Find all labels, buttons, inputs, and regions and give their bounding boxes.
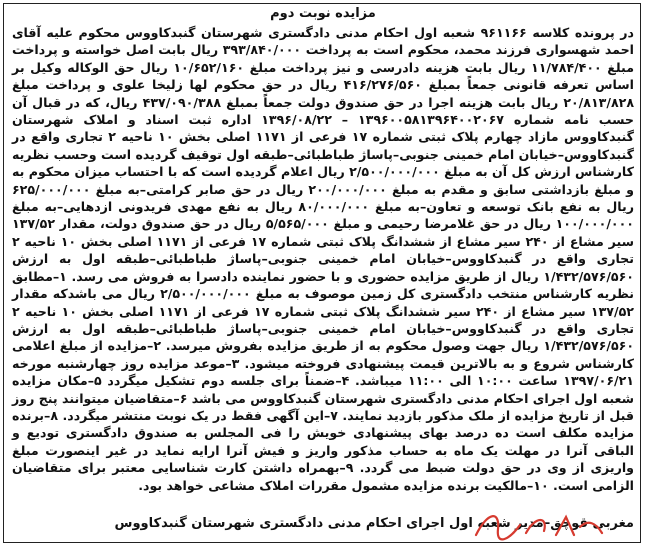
notice-signature: مغربی قوچق–مدیر شعبه اول اجرای احکام مدنی دادگستری شهرستان گنبدکاووس	[114, 516, 634, 531]
notice-title: مزایده نوبت دوم	[270, 6, 376, 21]
handwritten-scribble-icon	[470, 505, 610, 545]
notice-body: در پرونده کلاسه ۹۶۱۱۶۶ شعبه اول احکام مدنی دادگستری شهرستان گنبدکاووس محکوم علیه آقای احمد شهسواری فرزند محمد، محکوم است به پرداخت ۳۹۳/۸۴۰/۰۰۰ ریال بابت اصل خواسته و پرداخت مبلغ ۱۱/۷۸۴/۴۰۰ ریال بابت هزینه دادرسی و نیز پرداخت مبلغ ۱۰/۶۵۲/۱۶۰ ریال حق الوکاله وکیل بر اساس تعرفه قانونی جمعاً بمبلغ ۴۱۶/۲۷۶/۵۶۰ ریال در حق محکوم لها زلیخا علوی و پرداخت مبلغ ۲۰/۸۱۳/۸۲۸ ریال بابت هزینه اجرا در حق صندوق دولت جمعاً بمبلغ ۴۳۷/۰۹۰/۳۸۸ ریال، که در قبال آن حسب نامه شماره ۱۳۹۶۰۰۵۸۱۳۹۶۴۰۰۲۰۶۷ – ۱۳۹۶/۰۸/۲۲ اداره ثبت اسناد و املاک شهرستان گنبدکاووس مازاد چهارم پلاک ثبتی شماره ۱۷ فرعی از ۱۱۷۱ اصلی بخش ۱۰ ناحیه ۲ تجاری واقع در گنبدکاووس–خیابان امام خمینی جنوبی–پاساژ طباطبائی–طبقه اول توقیف گردیده است وحسب نظریه کارشناس ارزش کل آن به مبلغ ۲/۵۰۰/۰۰۰/۰۰۰ ریال اعلام گردیده است که با احتساب میزان محکوم به و مبلغ بازداشتی سابق و مقدم به مبلغ ۲۰۰/۰۰۰/۰۰۰ ریال در حق صابر کرامتی–به مبلغ ۶۲۵/۰۰۰/۰۰۰ ریال به نفع بانک توسعه و تعاون–به مبلغ ۸۰/۰۰۰/۰۰۰ ریال به نفع مهدی فریدونی ازدهایی–به مبلغ ۱۰۰/۰۰۰/۰۰۰ ریال در حق غلامرضا رحیمی و مبلغ ۵/۵۶۵/۰۰۰ ریال در حق صندوق دولت، مقدار ۱۳۷/۵۲ سیر مشاع از ۲۴۰ سیر مشاع از ششدانگ پلاک ثبتی شماره ۱۷ فرعی از ۱۱۷۱ اصلی بخش ۱۰ ناحیه ۲ تجاری واقع در گنبدکاووس–خیابان امام خمینی جنوبی–پاساژ طباطبائی–طبقه اول به ارزش ۱/۴۳۲/۵۷۶/۵۶۰ ریال از طریق مزایده حضوری و با حضور نماینده دادسرا به فروش می رسد. ۱–مطابق نظریه کارشناس منتخب دادگستری کل زمین موصوف به مبلغ ۲/۵۰۰/۰۰۰/۰۰۰ ریال می باشدکه مقدار ۱۳۷/۵۲ سیر مشاع از ۲۴۰ سیر ششدانگ پلاک ثبتی شماره ۱۷ فرعی از ۱۱۷۱ اصلی بخش ۱۰ ناحیه ۲ تجاری واقع در گنبدکاووس–خیابان امام خمینی جنوبی–پاساژ طباطبائی–طبقه اول به ارزش ۱/۴۳۲/۵۷۶/۵۶۰ ریال جهت وصول محکوم به از طریق مزایده بفروش میرسد. ۲–مزایده از مبلغ اعلامی کارشناس شروع و به بالاترین قیمت پیشنهادی فروخته میشود. ۳–موعد مزایده روز چهارشنبه مورخه ۱۳۹۷/۰۶/۲۱ ساعت ۱۰:۰۰ الی ۱۱:۰۰ میباشد. ۴–ضمناً برای جلسه دوم تشکیل میگردد ۵–مکان مزایده شعبه اول اجرای احکام مدنی دادگستری شهرستان گنبدکاووس می باشد ۶–متقاضیان میتوانند پنج روز قبل از تاریخ مزایده از ملک مذکور بازدید نمایند. ۷–این آگهی فقط در یک نوبت منتشر میگردد. ۸–برنده مزایده مکلف است ده درصد بهای پیشنهادی خویش را فی المجلس به صندوق دادگستری تودیع و الباقی آنرا در مهلت یک ماه به حساب مذکور واریز و فیش آنرا ارایه نماید در غیر اینصورت مبلغ واریزی از وی در حق دولت ضبط می گردد. ۹–بهمراه داشتن کارت شناسایی معتبر برای متقاضیان الزامی است. ۱۰–مالکیت برنده مزایده مشمول مقررات املاک مشاعی خواهد بود.	[12, 25, 635, 493]
